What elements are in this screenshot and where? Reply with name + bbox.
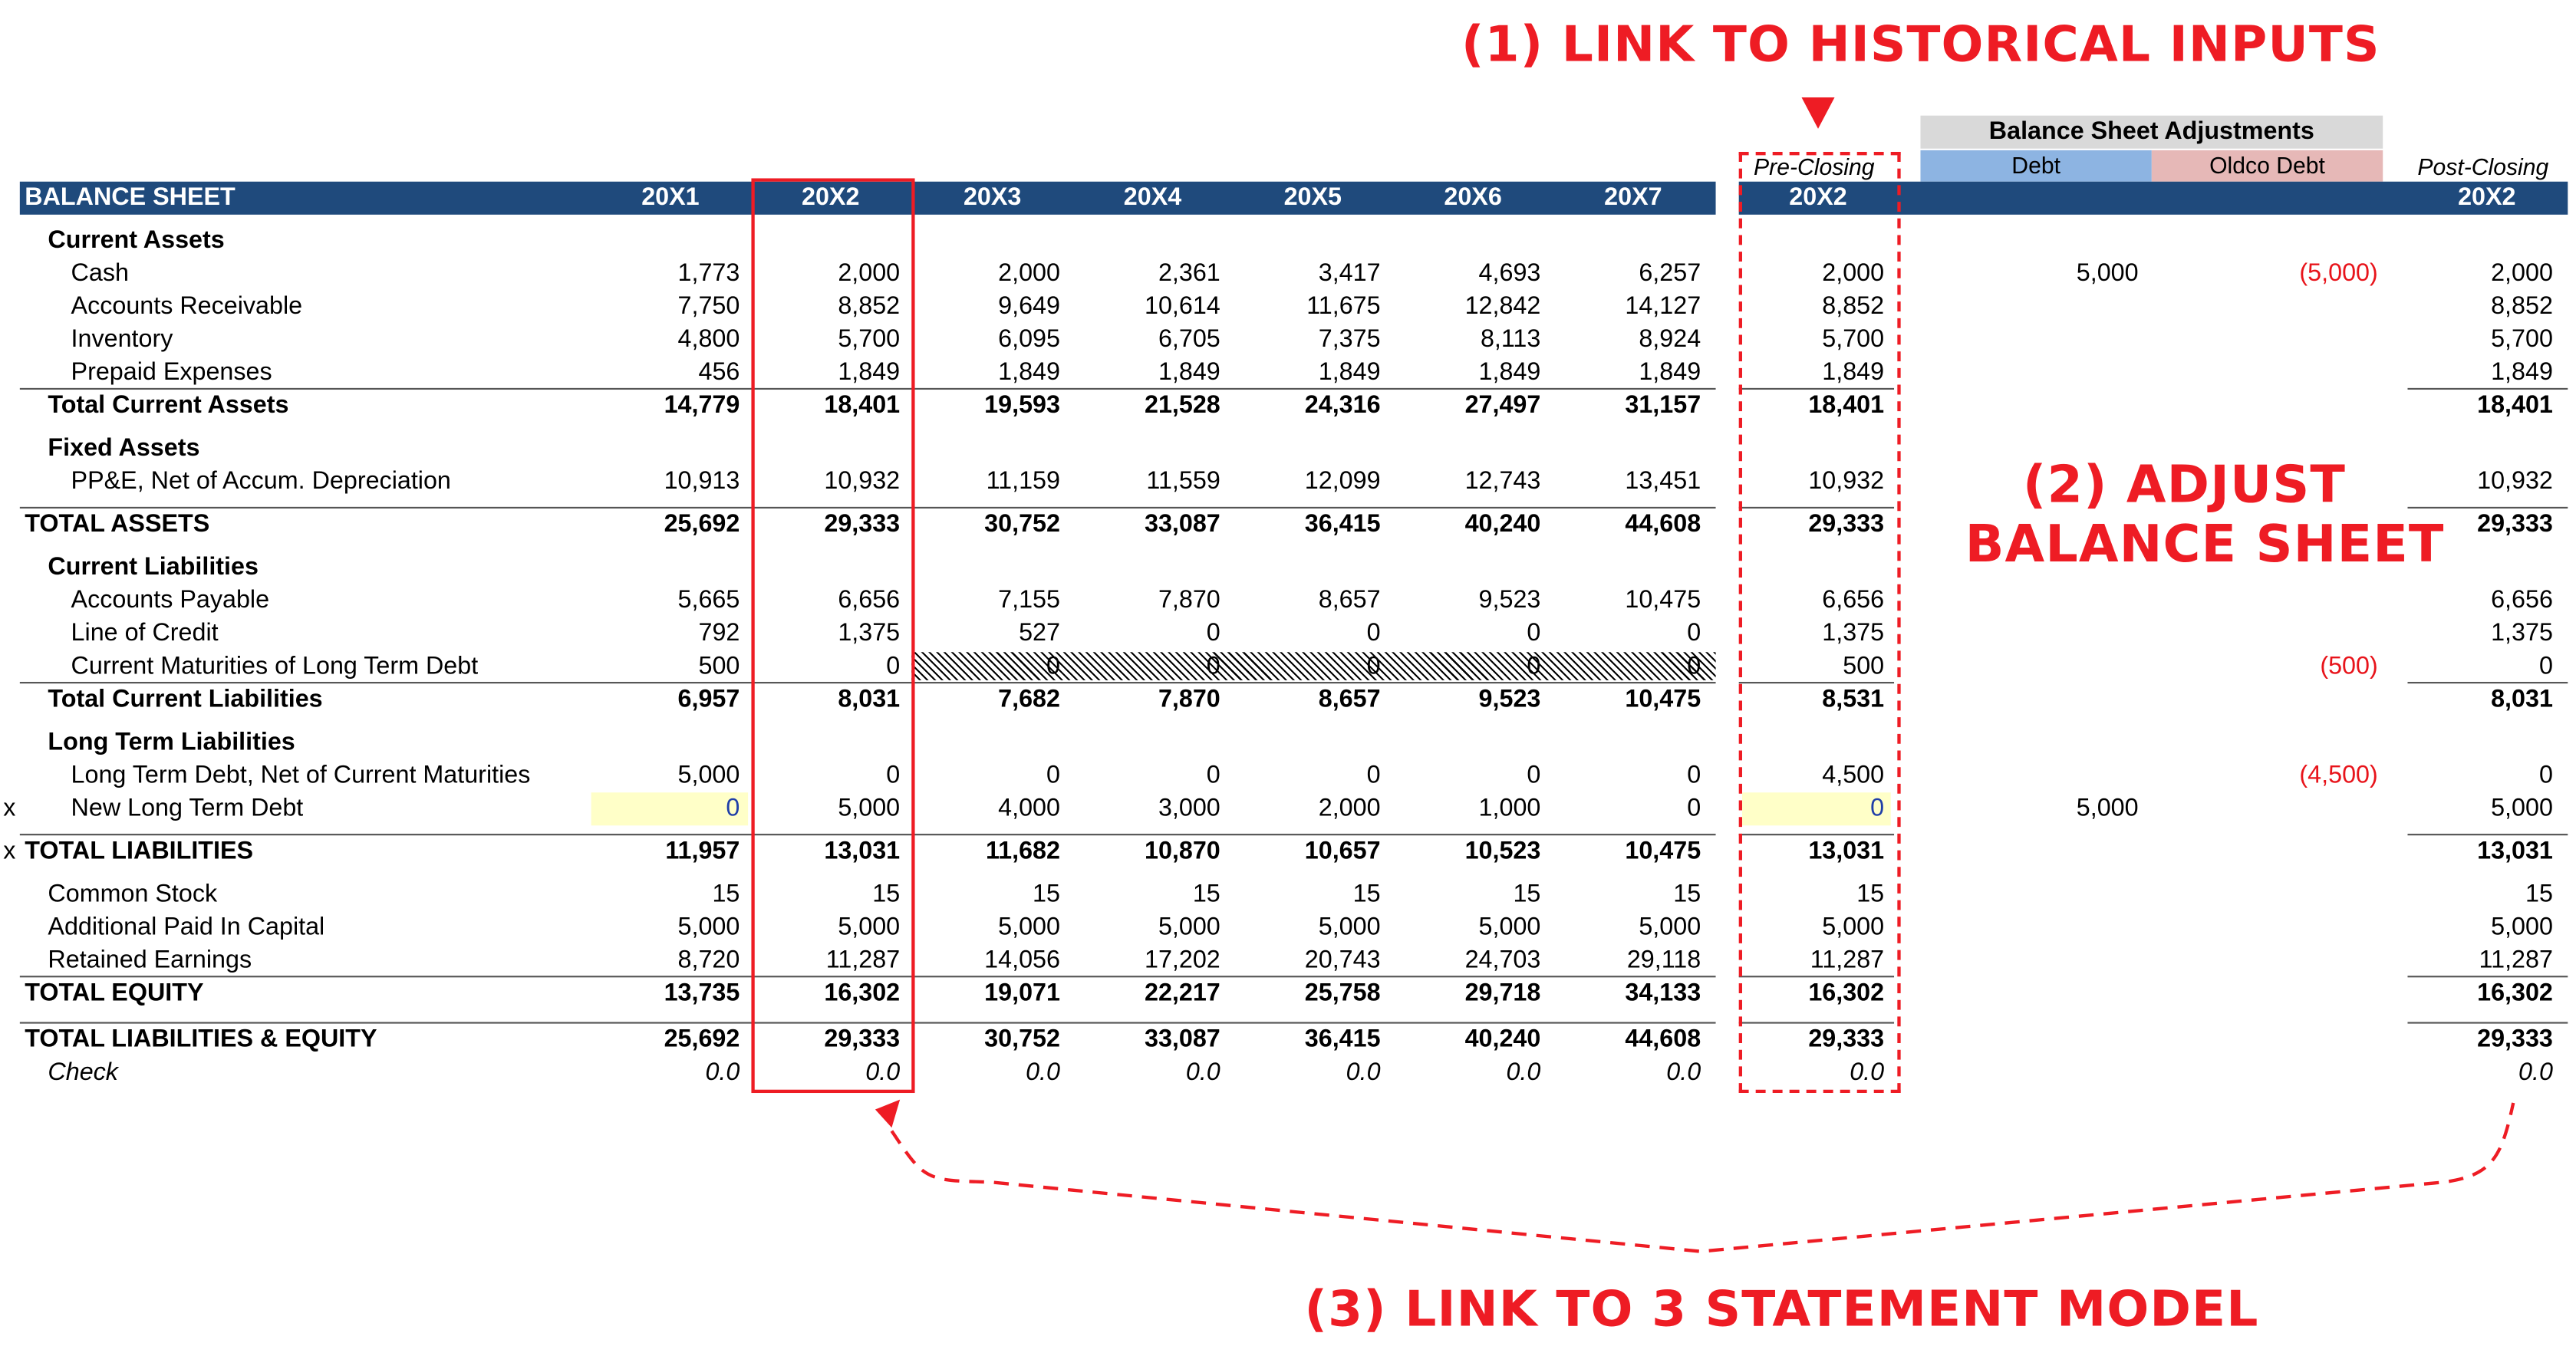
row-value: 11,675: [1306, 292, 1381, 321]
post-closing-value: 5,700: [2491, 325, 2553, 354]
row-value: 19,593: [984, 391, 1060, 420]
row-label: Accounts Payable: [71, 586, 270, 614]
row-value: 1,849: [838, 358, 901, 387]
row-value: 14,127: [1625, 292, 1701, 321]
row-value: 8,657: [1318, 586, 1381, 614]
row-value: 10,657: [1304, 837, 1381, 865]
row-value: 29,333: [824, 510, 901, 538]
row-value: 10,475: [1625, 685, 1701, 713]
row-value: 22,217: [1144, 979, 1220, 1008]
row-label: PP&E, Net of Accum. Depreciation: [71, 467, 451, 495]
row-value: 0: [1046, 761, 1060, 789]
row-value: 15: [1192, 880, 1220, 908]
pre-closing-value: 18,401: [1808, 391, 1885, 420]
post-closing-value: 2,000: [2491, 258, 2553, 288]
row-value: 11,159: [986, 467, 1060, 495]
annotation-link-3-statement: (3) LINK TO 3 STATEMENT MODEL: [1304, 1281, 2259, 1339]
row-label: Retained Earnings: [48, 946, 252, 975]
row-value: 24,316: [1304, 391, 1381, 420]
row-value: 6,257: [1639, 258, 1701, 288]
row-value: 1,773: [677, 258, 740, 288]
row-value: 1,849: [1318, 358, 1381, 387]
row-value: 5,000: [838, 794, 901, 822]
debt-adjustment-value: 5,000: [2076, 794, 2139, 822]
row-value: 40,240: [1464, 510, 1541, 538]
row-value: 17,202: [1144, 946, 1220, 975]
row-value: 13,031: [824, 837, 901, 865]
row-value: 11,559: [1146, 467, 1220, 495]
oldco-header: Oldco Debt: [2209, 152, 2325, 179]
post-closing-value: 1,849: [2491, 358, 2553, 387]
row-label: Total Current Liabilities: [48, 685, 323, 713]
row-value: 10,932: [824, 467, 901, 495]
post-closing-value: 15: [2525, 880, 2553, 908]
row-value: 2,000: [838, 258, 901, 288]
row-value: 15: [1033, 880, 1060, 908]
post-closing-value: 8,852: [2491, 292, 2553, 321]
post-closing-value: 11,287: [2479, 946, 2553, 975]
row-value: 10,870: [1144, 837, 1220, 865]
row-value: 6,656: [838, 586, 901, 614]
post-closing-value: 0.0: [2518, 1058, 2553, 1087]
post-closing-year: 20X2: [2458, 183, 2516, 212]
row-value: 0.0: [1346, 1058, 1381, 1087]
annotation-adjust-line2: BALANCE SHEET: [1965, 515, 2445, 575]
row-label: TOTAL EQUITY: [25, 979, 204, 1008]
row-value: 792: [698, 619, 740, 647]
row-value: 0: [726, 794, 740, 822]
row-value: 33,087: [1144, 1025, 1220, 1054]
row-value: 15: [1513, 880, 1541, 908]
pre-closing-label: Pre-Closing: [1754, 153, 1875, 180]
year-header: 20X3: [963, 183, 1022, 212]
row-value: 8,924: [1639, 325, 1701, 354]
adjustments-title: Balance Sheet Adjustments: [1988, 117, 2314, 146]
row-value: 11,682: [985, 837, 1060, 865]
row-value: 6,095: [998, 325, 1060, 354]
annotation-adjust-line1: (2) ADJUST: [2022, 456, 2347, 515]
row-value: 9,649: [998, 292, 1060, 321]
pre-closing-value: 5,000: [1822, 913, 1885, 941]
row-value: 5,000: [1478, 913, 1541, 941]
row-value: 36,415: [1304, 1025, 1381, 1054]
row-value: 16,302: [824, 979, 901, 1008]
row-value: 20,743: [1304, 946, 1381, 975]
row-label: Line of Credit: [71, 619, 219, 647]
row-label: Current Assets: [48, 225, 225, 255]
row-value: 29,718: [1464, 979, 1541, 1008]
row-value: 8,720: [677, 946, 740, 975]
row-value: 0.0: [1506, 1058, 1541, 1087]
row-value: 8,113: [1480, 325, 1541, 354]
row-label: Additional Paid In Capital: [48, 913, 325, 941]
post-closing-value: 5,000: [2491, 913, 2553, 941]
row-value: 31,157: [1625, 391, 1701, 420]
post-closing-value: 6,656: [2491, 586, 2553, 614]
row-value: 5,000: [1158, 913, 1220, 941]
row-value: 33,087: [1144, 510, 1220, 538]
row-value: 44,608: [1625, 1025, 1701, 1054]
row-marker: x: [3, 837, 16, 865]
row-value: 0.0: [1026, 1058, 1060, 1087]
row-value: 456: [698, 358, 740, 387]
row-value: 44,608: [1625, 510, 1701, 538]
row-value: 0.0: [865, 1058, 901, 1087]
row-value: 2,361: [1158, 258, 1220, 288]
row-value: 0: [1366, 652, 1381, 680]
row-label: TOTAL LIABILITIES: [25, 837, 254, 865]
row-value: 5,000: [838, 913, 901, 941]
pre-closing-value: 500: [1843, 652, 1885, 680]
row-value: 25,692: [664, 1025, 740, 1054]
row-value: 25,692: [664, 510, 740, 538]
row-value: 0: [1527, 652, 1541, 680]
pre-closing-value: 0.0: [1850, 1058, 1885, 1087]
row-value: 0: [1687, 619, 1701, 647]
pre-closing-year: 20X2: [1789, 183, 1847, 212]
row-value: 10,913: [664, 467, 740, 495]
row-value: 7,155: [998, 586, 1060, 614]
post-closing-value: 1,375: [2491, 619, 2553, 647]
row-label: Inventory: [71, 325, 173, 354]
row-value: 30,752: [984, 1025, 1060, 1054]
row-label: Fixed Assets: [48, 434, 200, 462]
year-header: 20X5: [1283, 183, 1342, 212]
year-header: 20X6: [1444, 183, 1502, 212]
post-closing-value: 0: [2538, 761, 2553, 789]
pre-closing-value: 29,333: [1808, 510, 1885, 538]
row-value: 10,475: [1625, 837, 1701, 865]
year-header: 20X1: [641, 183, 700, 212]
row-value: 8,031: [838, 685, 901, 713]
row-value: 6,705: [1158, 325, 1220, 354]
row-label: TOTAL ASSETS: [25, 510, 210, 538]
row-value: 10,475: [1625, 586, 1701, 614]
row-value: 2,000: [1318, 794, 1381, 822]
annotation-link-historical: (1) LINK TO HISTORICAL INPUTS: [1461, 16, 2380, 74]
row-value: 0: [886, 652, 901, 680]
post-closing-value: 8,031: [2491, 685, 2553, 713]
pre-closing-value: 8,852: [1822, 292, 1885, 321]
row-value: 40,240: [1464, 1025, 1541, 1054]
row-label: Total Current Assets: [48, 391, 289, 420]
row-value: 3,000: [1158, 794, 1220, 822]
pre-closing-value: 11,287: [1810, 946, 1885, 975]
row-value: 500: [698, 652, 740, 680]
row-label: Long Term Debt, Net of Current Maturities: [71, 761, 531, 789]
row-value: 25,758: [1304, 979, 1381, 1008]
debt-header: Debt: [2011, 152, 2060, 179]
row-value: 0.0: [1666, 1058, 1701, 1087]
row-value: 10,523: [1464, 837, 1541, 865]
pre-closing-value: 16,302: [1808, 979, 1885, 1008]
row-value: 5,000: [677, 913, 740, 941]
row-label: Common Stock: [48, 880, 218, 908]
post-closing-value: 0: [2538, 652, 2553, 680]
row-label: New Long Term Debt: [71, 794, 304, 822]
row-value: 30,752: [984, 510, 1060, 538]
row-value: 7,375: [1318, 325, 1381, 354]
row-value: 5,700: [838, 325, 901, 354]
row-value: 6,957: [677, 685, 740, 713]
row-value: 0.0: [1185, 1058, 1220, 1087]
row-value: 0: [1206, 652, 1220, 680]
pre-closing-value: 5,700: [1822, 325, 1885, 354]
post-closing-value: 16,302: [2477, 979, 2553, 1008]
row-value: 15: [1352, 880, 1381, 908]
row-value: 3,417: [1318, 258, 1381, 288]
year-header: 20X2: [802, 183, 860, 212]
post-closing-value: 13,031: [2477, 837, 2553, 865]
post-closing-label: Post-Closing: [2417, 153, 2549, 180]
row-marker: x: [3, 794, 16, 822]
row-value: 9,523: [1478, 685, 1541, 713]
row-value: 1,000: [1478, 794, 1541, 822]
row-value: 7,750: [677, 292, 740, 321]
row-value: 1,375: [838, 619, 901, 647]
row-value: 7,870: [1158, 586, 1220, 614]
row-value: 14,779: [664, 391, 740, 420]
row-label: Current Maturities of Long Term Debt: [71, 652, 479, 680]
oldco-adjustment-value: (500): [2320, 652, 2378, 680]
row-value: 0: [1687, 652, 1701, 680]
row-value: 27,497: [1464, 391, 1541, 420]
row-value: 527: [1019, 619, 1060, 647]
arrow-up-to-model: [875, 1100, 900, 1128]
row-value: 0: [1687, 761, 1701, 789]
row-value: 7,682: [998, 685, 1060, 713]
row-label: TOTAL LIABILITIES & EQUITY: [25, 1025, 377, 1054]
row-label: Cash: [71, 258, 129, 288]
row-value: 5,665: [677, 586, 740, 614]
row-value: 1,849: [998, 358, 1060, 387]
link-connector-path: [891, 1103, 2513, 1252]
row-value: 18,401: [824, 391, 901, 420]
row-value: 0: [1206, 761, 1220, 789]
row-value: 11,957: [665, 837, 740, 865]
row-label: Long Term Liabilities: [48, 728, 295, 756]
row-value: 0: [1687, 794, 1701, 822]
post-closing-value: 29,333: [2477, 1025, 2553, 1054]
row-value: 4,693: [1478, 258, 1541, 288]
row-value: 4,800: [677, 325, 740, 354]
row-value: 12,743: [1464, 467, 1541, 495]
oldco-adjustment-value: (4,500): [2299, 761, 2378, 789]
row-value: 9,523: [1478, 586, 1541, 614]
row-value: 8,657: [1318, 685, 1381, 713]
row-value: 8,852: [838, 292, 901, 321]
row-label: Check: [48, 1058, 118, 1087]
row-value: 0: [1527, 761, 1541, 789]
row-value: 24,703: [1464, 946, 1541, 975]
pre-closing-value: 13,031: [1808, 837, 1885, 865]
row-value: 15: [712, 880, 740, 908]
oldco-adjustment-value: (5,000): [2299, 258, 2378, 288]
row-value: 2,000: [998, 258, 1060, 288]
pre-closing-value: 4,500: [1822, 761, 1885, 789]
row-value: 36,415: [1304, 510, 1381, 538]
row-label: Prepaid Expenses: [71, 358, 272, 387]
row-value: 15: [872, 880, 901, 908]
row-value: 1,849: [1478, 358, 1541, 387]
row-value: 5,000: [1318, 913, 1381, 941]
pre-closing-value: 15: [1856, 880, 1885, 908]
row-value: 5,000: [677, 761, 740, 789]
row-value: 29,118: [1626, 946, 1701, 975]
row-value: 13,735: [664, 979, 740, 1008]
row-value: 10,614: [1144, 292, 1220, 321]
pre-closing-value: 29,333: [1808, 1025, 1885, 1054]
arrow-down-to-pre-closing: [1801, 97, 1834, 129]
post-closing-value: 18,401: [2477, 391, 2553, 420]
pre-closing-value: 8,531: [1822, 685, 1885, 713]
row-value: 0: [1366, 619, 1381, 647]
row-value: 21,528: [1144, 391, 1220, 420]
row-value: 12,842: [1464, 292, 1541, 321]
row-value: 15: [1673, 880, 1701, 908]
row-value: 0: [1206, 619, 1220, 647]
row-value: 13,451: [1625, 467, 1701, 495]
row-value: 0: [1046, 652, 1060, 680]
row-value: 1,849: [1639, 358, 1701, 387]
row-value: 14,056: [984, 946, 1060, 975]
post-closing-value: 29,333: [2477, 510, 2553, 538]
row-label: Accounts Receivable: [71, 292, 303, 321]
row-value: 29,333: [824, 1025, 901, 1054]
pre-closing-value: 2,000: [1822, 258, 1885, 288]
row-value: 5,000: [998, 913, 1060, 941]
row-value: 0: [1527, 619, 1541, 647]
post-closing-value: 10,932: [2477, 467, 2553, 495]
sheet-title: BALANCE SHEET: [25, 183, 236, 212]
pre-closing-value: 6,656: [1822, 586, 1885, 614]
row-value: 1,849: [1158, 358, 1220, 387]
pre-closing-value: 1,375: [1822, 619, 1885, 647]
year-header: 20X7: [1604, 183, 1662, 212]
row-value: 11,287: [825, 946, 901, 975]
row-value: 4,000: [998, 794, 1060, 822]
pre-closing-value: 10,932: [1808, 467, 1885, 495]
pre-closing-value: 1,849: [1822, 358, 1885, 387]
row-value: 0.0: [705, 1058, 740, 1087]
row-value: 12,099: [1304, 467, 1381, 495]
row-value: 19,071: [984, 979, 1060, 1008]
row-label: Current Liabilities: [48, 553, 259, 581]
debt-adjustment-value: 5,000: [2076, 258, 2139, 288]
pre-closing-value: 0: [1870, 794, 1885, 822]
row-value: 5,000: [1639, 913, 1701, 941]
row-value: 34,133: [1625, 979, 1701, 1008]
row-value: 0: [1366, 761, 1381, 789]
post-closing-value: 5,000: [2491, 794, 2553, 822]
row-value: 7,870: [1158, 685, 1220, 713]
row-value: 0: [886, 761, 901, 789]
year-header: 20X4: [1123, 183, 1182, 212]
